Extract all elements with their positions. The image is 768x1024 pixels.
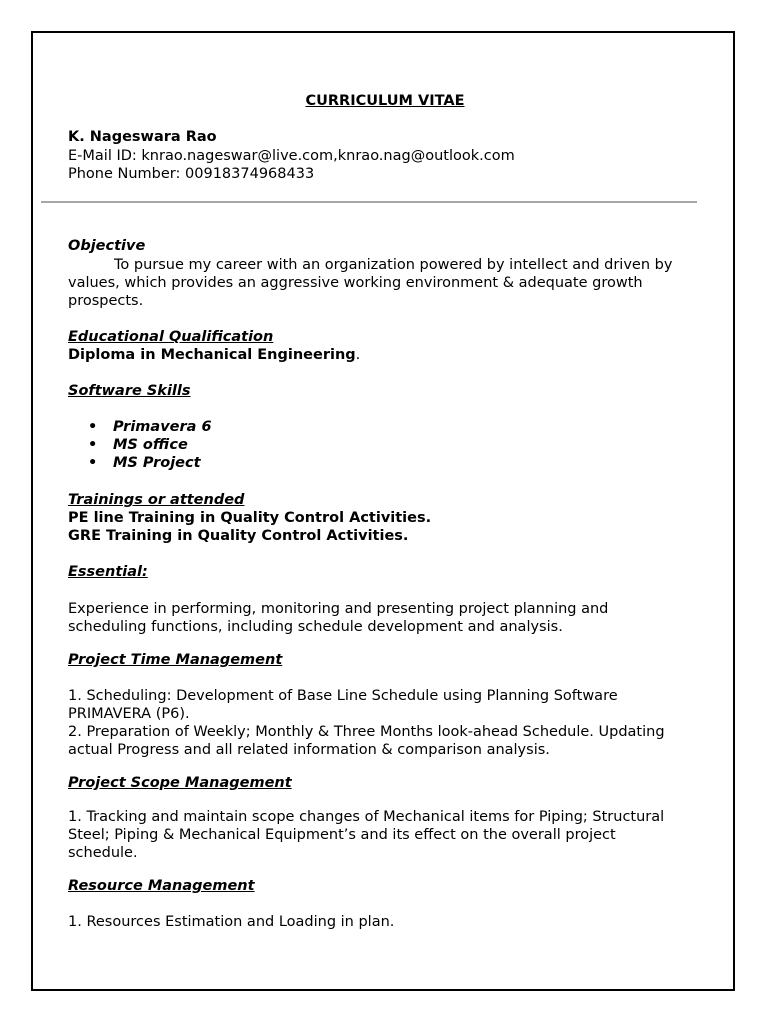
list-item — [88, 418, 212, 436]
trainings-heading: Trainings or attended — [68, 492, 245, 508]
software-skills-heading: Software Skills — [68, 383, 191, 399]
scope-management-heading: Project Scope Management — [68, 775, 292, 791]
scope-management-line: 1. Tracking and maintain scope changes of Mechanical items for Piping; Structural — [68, 809, 665, 825]
software-skills-list — [88, 418, 212, 472]
candidate-name: K. Nageswara Rao — [68, 129, 217, 145]
education-value: Diploma in Mechanical Engineering — [68, 347, 356, 363]
bullet-icon: • — [88, 437, 98, 453]
objective-line: prospects. — [68, 293, 144, 309]
essential-heading: Essential: — [68, 564, 148, 580]
essential-line: scheduling functions, including schedule development and analysis. — [68, 619, 563, 635]
time-management-line: actual Progress and all related information & comparison analysis. — [68, 742, 550, 758]
horizontal-divider — [41, 201, 697, 203]
bullet-icon: • — [88, 419, 98, 435]
resource-management-heading: Resource Management — [68, 878, 255, 894]
education-period: . — [355, 347, 361, 363]
time-management-heading: Project Time Management — [68, 652, 283, 668]
resource-management-line: 1. Resources Estimation and Loading in plan. — [68, 914, 395, 930]
bullet-icon: • — [88, 455, 98, 471]
scope-management-line: Steel; Piping & Mechanical Equipment’s and its effect on the overall project — [68, 827, 616, 843]
list-item — [88, 454, 212, 472]
time-management-line: 2. Preparation of Weekly; Monthly & Three Months look-ahead Schedule. Updating — [68, 724, 665, 740]
skill-label: Primavera 6 — [113, 419, 212, 435]
education-value-line — [68, 346, 360, 364]
education-heading: Educational Qualification — [68, 329, 274, 345]
training-item: GRE Training in Quality Control Activities. — [68, 528, 409, 544]
time-management-line: PRIMAVERA (P6). — [68, 706, 190, 722]
objective-line: values, which provides an aggressive working environment & adequate growth — [68, 275, 643, 291]
list-item — [88, 436, 212, 454]
training-item: PE line Training in Quality Control Activities. — [68, 510, 432, 526]
skill-label: MS office — [113, 437, 188, 453]
document-title: CURRICULUM VITAE — [305, 93, 465, 109]
objective-heading: Objective — [68, 238, 146, 254]
phone-line: Phone Number: 00918374968433 — [68, 166, 315, 182]
time-management-line: 1. Scheduling: Development of Base Line Schedule using Planning Software — [68, 688, 618, 704]
scope-management-line: schedule. — [68, 845, 138, 861]
objective-line: To pursue my career with an organization powered by intellect and driven by — [114, 257, 673, 273]
skill-label: MS Project — [113, 455, 201, 471]
email-line: E-Mail ID: knrao.nageswar@live.com,knrao.nag@outlook.com — [68, 148, 515, 164]
essential-line: Experience in performing, monitoring and presenting project planning and — [68, 601, 609, 617]
